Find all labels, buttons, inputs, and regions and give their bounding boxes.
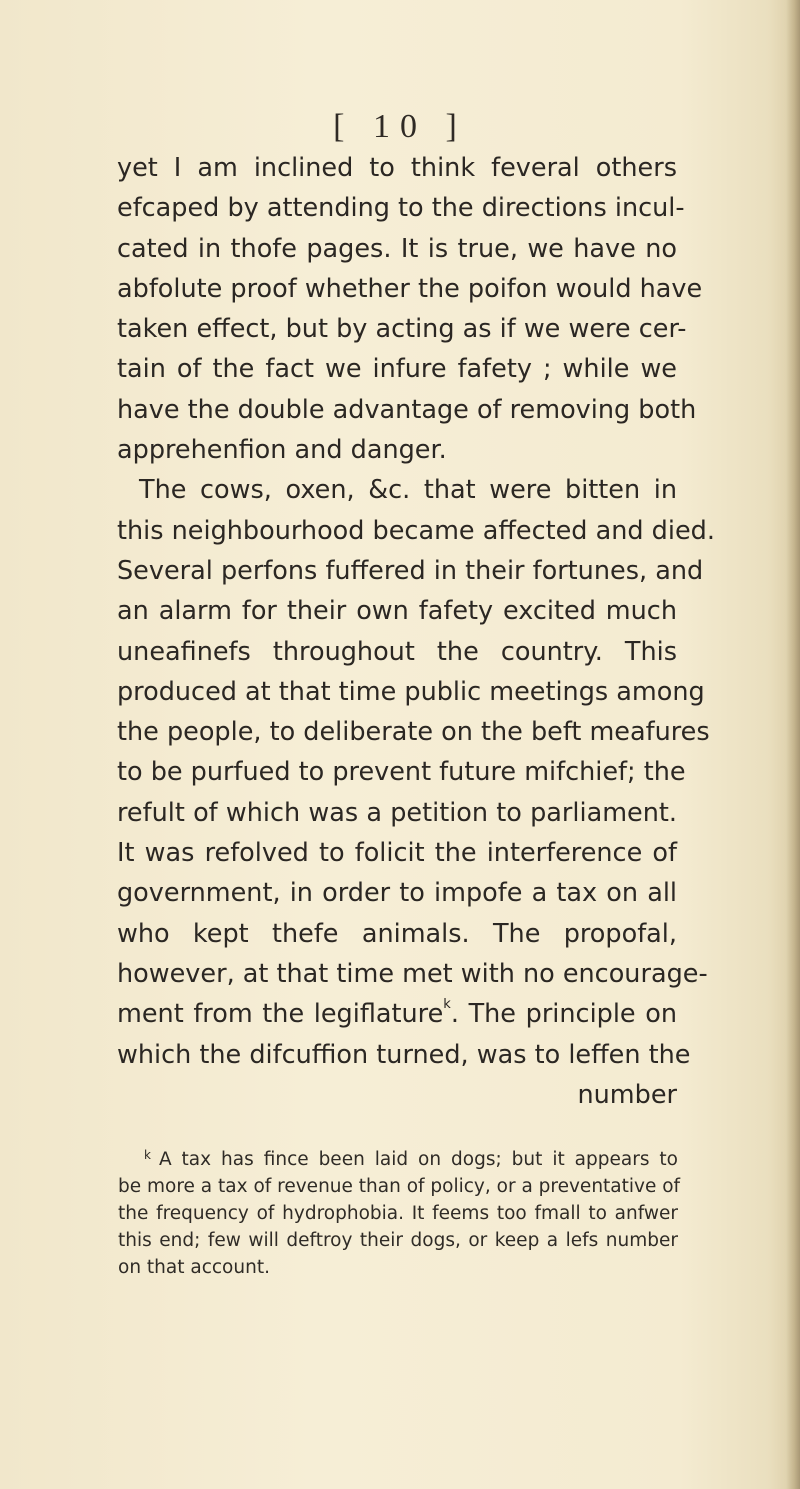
text-line: The cows, oxen, &c. that were bitten in: [139, 475, 677, 506]
footnote: [118, 1146, 681, 1281]
text-line: however, at that time met with no encourage-: [117, 958, 708, 989]
text-line: to be purfued to prevent future mifchief; the: [117, 757, 686, 788]
text-line: have the double advantage of removing both: [117, 394, 697, 425]
text-line: government, in order to impofe a tax on all: [117, 878, 677, 909]
footnote-line: be more a tax of revenue than of policy, or a preventative of: [118, 1176, 681, 1197]
footnote-line: the frequency of hydrophobia. It feems too fmall to anfwer: [118, 1203, 678, 1224]
page-edge-shadow: [786, 0, 800, 1489]
text-line: this neighbourhood became affected and died.: [117, 515, 715, 546]
text-line: cated in thofe pages. It is true, we have no: [117, 233, 677, 264]
text-line: uneafinefs throughout the country. This: [117, 636, 677, 667]
footnote-text: A tax has fince been laid on dogs; but it appears to: [158, 1149, 678, 1170]
text-line: who kept thefe animals. The propofal,: [117, 918, 677, 949]
footnote-line: this end; few will deftroy their dogs, or keep a lefs number: [118, 1230, 678, 1251]
body-text: [117, 148, 715, 1115]
text-line: yet I am inclined to think feveral others: [117, 153, 677, 183]
text-segment: ment from the legiflature: [117, 999, 444, 1030]
text-segment: . The principle on: [450, 999, 678, 1030]
footnote-reference: k: [443, 997, 451, 1013]
text-line: efcaped by attending to the directions incul-: [117, 193, 685, 224]
text-line: taken effect, but by acting as if we were cer-: [117, 314, 687, 345]
text-line: which the difcuffion turned, was to leffen the: [117, 1039, 691, 1070]
page-number: [ 10 ]: [333, 108, 467, 145]
text-line: tain of the fact we infure fafety ; while we: [117, 354, 677, 385]
text-line: an alarm for their own fafety excited much: [117, 596, 677, 627]
text-line: Several perfons fuffered in their fortunes, and: [117, 555, 704, 586]
footnote-mark: k: [144, 1148, 151, 1162]
footnote-line: [118, 1146, 678, 1173]
footnote-line: on that account.: [118, 1257, 270, 1278]
text-line: apprehenfion and danger.: [117, 435, 447, 466]
catchword: number: [577, 1079, 677, 1110]
text-line: It was refolved to folicit the interference of: [117, 838, 677, 869]
text-line: the people, to deliberate on the beft meafures: [117, 717, 710, 748]
text-line: abfolute proof whether the poifon would have: [117, 273, 703, 304]
text-line-with-footnote-ref: [117, 994, 677, 1034]
text-line: produced at that time public meetings among: [117, 676, 705, 707]
text-line: refult of which was a petition to parliament.: [117, 797, 677, 828]
